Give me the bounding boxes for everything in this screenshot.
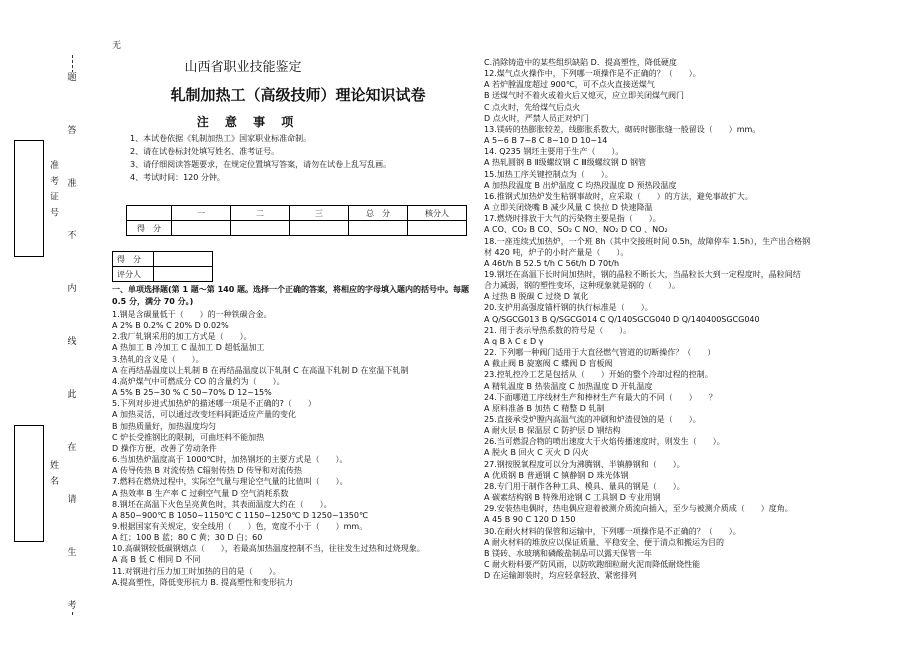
- question-line: B 送煤气时不着火或着火后又熄灭，应立即关闭煤气阀门: [484, 91, 685, 101]
- question-line: 23.控轧控冷工艺是包括从（ ）开始的整个冷却过程的控制。: [484, 370, 713, 380]
- question-line: 30.在耐火材料的保管和运输中，下列哪一项操作是不正确的？（ ）。: [484, 526, 741, 536]
- score-header-checker: 核分人: [408, 206, 467, 221]
- notice-item: 2、请在试卷标封处填写姓名、准考证号。: [130, 147, 280, 156]
- question-line: A 立即关闭烧嘴 B 减少风量 C 快拉 D 快速降温: [484, 203, 653, 213]
- score-cell[interactable]: [290, 221, 349, 236]
- question-line: 3.热轧的含义是（ ）。: [112, 354, 204, 364]
- question-line: A 精轧温度 B 热装温度 C 加热温度 D 开轧温度: [484, 381, 653, 391]
- question-line: 21. 用于表示导热系数的符号是（ ）。: [484, 325, 632, 335]
- seal-char: 不: [67, 231, 77, 242]
- seal-warning: [66, 72, 78, 612]
- score-cell[interactable]: [349, 221, 408, 236]
- question-line: 22. 下列哪一种阀门适用于大直径燃气管道的切断操作？（ ）: [484, 348, 716, 358]
- question-line: 材 420 吨，炉子的小时产量是（ ）。: [484, 247, 629, 257]
- question-line: A 脱火 B 回火 C 灭火 D 闪火: [484, 448, 589, 458]
- section-heading: 一、单项选择题(第 1 题～第 140 题。选择一个正确的答案，将相应的字母填入题内的括号中。每题 0.5 分，满分 70 分。): [112, 285, 470, 306]
- question-line: A 高 B 低 C 相同 D 不同: [112, 555, 201, 565]
- question-line: C 耐火粉料要严防风雨，以防吹跑细粒耐火泥而降低耐烧性能: [484, 560, 701, 570]
- question-line: A 加热段温度 B 出炉温度 C 均热段温度 D 预热段温度: [484, 180, 677, 190]
- question-line: 1.钢是含碳量低于（ ）的一种铁碳合金。: [112, 310, 272, 319]
- question-line: A 热加工 B 冷加工 C 温加工 D 超低温加工: [112, 343, 265, 353]
- question-line: A q B λ C ε D γ: [484, 336, 544, 346]
- question-line: 4.高炉煤气中可燃成分 CO 的含量约为（ ）。: [112, 376, 285, 386]
- question-line: 17.燃烧时排放于大气的污染物主要是指（ ）。: [484, 214, 661, 224]
- score-cell[interactable]: [172, 221, 231, 236]
- seal-char: 在: [67, 442, 77, 453]
- notice-item: 3、请仔细阅读答题要求，在规定位置填写答案，请勿在试卷上乱写乱画。: [130, 160, 392, 169]
- question-line: D 点火时，严禁人员正对炉门: [484, 113, 589, 123]
- grader-score-label: 得 分: [113, 252, 154, 267]
- question-line: A 850~900℃ B 1050~1150℃ C 1150~1250℃ D 1250~1350℃: [112, 510, 368, 520]
- score-row-label: 得 分: [127, 221, 172, 236]
- question-line: 9.根据国家有关规定，安全线用（ ）色，宽度不小于（ ）mm。: [112, 521, 368, 531]
- question-line: A Q/SGCG013 B Q/SGCG014 C Q/140SGCG040 D Q/140400SGCG040: [484, 314, 760, 324]
- score-cell[interactable]: [231, 221, 290, 236]
- candidate-number-label: 准 考 证 号: [48, 160, 58, 219]
- question-line: A 红；100 B 蓝；80 C 黄；30 D 白；60: [112, 533, 263, 543]
- score-header-blank: [127, 206, 172, 221]
- question-line: A 热轧圆钢 B Ⅱ级螺纹钢 C Ⅲ级螺纹钢 D 钢管: [484, 158, 646, 168]
- question-line: A 45 B 90 C 120 D 150: [484, 515, 576, 525]
- question-line: A 原料准备 B 加热 C 精整 D 轧制: [484, 403, 605, 413]
- question-line: 合力减弱，钢的塑性变坏，这种现象就是钢的（ ）。: [484, 281, 680, 291]
- question-line: 10.高碳钢较低碳钢熔点（ ），若最高加热温度控制不当，往往发生过热和过烧现象。: [112, 544, 425, 554]
- question-line: A 优质钢 B 普通钢 C 镇静钢 D 珠光体钢: [484, 470, 629, 480]
- question-line: 15.加热工序关键控制点为（ ）。: [484, 169, 613, 179]
- questions-left-column: [112, 309, 482, 588]
- exam-org: 山西省职业技能鉴定: [184, 60, 302, 75]
- exam-title: 轧制加热工（高级技师）理论知识试卷: [170, 86, 426, 104]
- question-line: 7.燃料在燃烧过程中，实际空气量与理论空气量的比值叫（ ）。: [112, 477, 348, 487]
- score-header-part1: 一: [172, 206, 231, 221]
- question-line: D 操作方便，改善了劳动条件: [112, 443, 217, 453]
- candidate-number-box[interactable]: [14, 140, 44, 257]
- question-line: A 截止阀 B 旋塞阀 C 蝶阀 D 盲板阀: [484, 359, 613, 369]
- question-line: A 过热 B 脱碳 C 过烧 D 氧化: [484, 292, 589, 302]
- name-box[interactable]: [14, 425, 44, 542]
- question-line: A 5% B 25~30 % C 50~70% D 12~15%: [112, 388, 272, 398]
- notice-item: 1、本试卷依据《轧制加热工》国家职业标准命制。: [130, 134, 312, 143]
- question-line: 26.当可燃混合物的喷出速度大于火焰传播速度时，则发生（ ）。: [484, 437, 725, 447]
- question-line: C 点火时，先给煤气后点火: [484, 102, 581, 112]
- seal-char: 准: [67, 178, 77, 189]
- question-line: 8.钢坯在高温下火色呈亮黄色时，其表面温度大约在（ ）。: [112, 499, 332, 509]
- question-line: A 耐火材料的堆放应以保证质量、平稳安全、便于清点和搬运为目的: [484, 537, 725, 547]
- score-cell[interactable]: [408, 221, 467, 236]
- question-line: 29.安装热电偶时，热电偶应迎着被测介质流向插入，至少与被测介质成（ ）度角。: [484, 504, 793, 514]
- notice-heading: 注 意 事 项: [196, 115, 300, 129]
- grader-name-cell[interactable]: [154, 267, 213, 282]
- seal-char: 题: [67, 73, 77, 83]
- score-header-part2: 二: [231, 206, 290, 221]
- score-table: [126, 205, 467, 236]
- question-line: A 热效率 B 生产率 C 过剩空气量 D 空气消耗系数: [112, 488, 289, 498]
- seal-char: 内: [67, 284, 77, 295]
- seal-char: 生: [67, 548, 77, 559]
- question-line: 19.钢坯在高温下长时间加热时，钢的晶粒不断长大，当晶粒长大到一定程度时，晶粒间结: [484, 269, 801, 279]
- question-line: A 5~6 B 7~8 C 8~10 D 10~14: [484, 136, 608, 146]
- question-line: A.提高塑性，降低变形抗力 B. 提高塑性和变形抗力: [112, 577, 293, 587]
- question-line: A 加热灵活，可以通过改变坯料间距适应产量的变化: [112, 410, 297, 420]
- question-line: 24.下面哪道工序线材生产和棒材生产有最大的不同（ ） ？: [484, 392, 717, 402]
- seal-char: 答: [67, 125, 77, 136]
- question-line: 5.下列对步进式加热炉的描述哪一项是不正确的?（ ）: [112, 399, 316, 409]
- question-line: 12.煤气点火操作中，下列哪一项操作是不正确的？（ ）。: [484, 69, 701, 79]
- question-line: 25.直接承受炉膛内高温气流的冲刷和炉渣侵蚀的是（ ）。: [484, 415, 701, 424]
- question-line: A 碳素结构钢 B 特殊用途钢 C 工具钢 D 专业用钢: [484, 493, 661, 503]
- question-line: A 46t/h B 52.5 t/h C 56t/h D 70t/h: [484, 258, 620, 268]
- question-line: 20.支护用高强度锚杆钢的执行标准是（ ）。: [484, 303, 653, 313]
- question-line: A 若炉膛温度超过 900℃，可不点火直接送煤气: [484, 80, 655, 90]
- question-line: B 加热质量好，加热温度均匀: [112, 421, 217, 431]
- question-line: 6.当加热炉温度高于 1000℃时，加热钢坯的主要方式是（ ）。: [112, 455, 348, 465]
- question-line: 2.我厂轧钢采用的加工方式是（ ）。: [112, 332, 252, 342]
- question-line: A CO、CO₂ B CO、SO₂ C NO、NO₂ D CO 、NO₂: [484, 225, 668, 235]
- question-line: 27.钢按脱氧程度可以分为沸腾钢、半镇静钢和（ ）。: [484, 459, 685, 469]
- question-line: A 传导传热 B 对流传热 C辐射传热 D 传导和对流传热: [112, 466, 302, 476]
- question-line: A 耐火层 B 保温层 C 防护层 D 钢结构: [484, 426, 621, 436]
- notice-item: 4、考试时间：120 分钟。: [130, 173, 225, 182]
- question-line: 13.镁砖的热膨胀较差，线膨胀系数大，砌砖时膨胀缝一般留设（ ）mm。: [484, 124, 761, 134]
- questions-right-column: [484, 57, 869, 581]
- question-line: B 镁砖、水玻璃和磷酸盐制品可以露天保管一年: [484, 548, 653, 558]
- corner-mark: 无: [112, 41, 122, 51]
- question-line: C 炉长受推钢比的限制，可曲坯料不能加热: [112, 432, 265, 442]
- name-label: 姓 名: [48, 460, 58, 487]
- score-header-total: 总 分: [349, 206, 408, 221]
- seal-char: 线: [67, 336, 77, 347]
- question-line: D 在运输卸装时，均应轻拿轻放、紧密排列: [484, 571, 637, 581]
- notice-list: [130, 132, 460, 184]
- seal-char: 此: [67, 389, 77, 400]
- question-line: 11.对钢进行压力加工时加热的目的是（ ）。: [112, 566, 281, 576]
- question-line: 16.推钢式加热炉发生粘钢事故时，应采取（ ）的方法，避免事故扩大。: [484, 191, 753, 201]
- grader-score-cell[interactable]: [154, 252, 213, 267]
- question-line: 14. Q235 钢坯主要用于生产（ ）。: [484, 147, 624, 157]
- grader-table: [112, 251, 213, 282]
- grader-name-label: 评分人: [113, 267, 154, 282]
- question-line: 18.一座连续式加热炉，一个班 8h（其中交接班时间 0.5h，故障停车 1.5h），生产出合格钢: [484, 236, 811, 246]
- question-line: C.消除铸造中的某些组织缺陷 D．提高塑性，降低硬度: [484, 58, 677, 67]
- question-line: 28.专门用于制作各种工具、模具、量具的钢是（ ）。: [484, 481, 685, 491]
- question-line: A 在再结晶温度以上轧制 B 在再结晶温度以下轧制 C 在高温下轧制 D 在室温下轧制: [112, 365, 409, 375]
- seal-char: 请: [67, 495, 77, 506]
- seal-char: 考: [67, 600, 77, 611]
- question-line: A 2% B 0.2% C 20% D 0.02%: [112, 321, 229, 331]
- score-header-part3: 三: [290, 206, 349, 221]
